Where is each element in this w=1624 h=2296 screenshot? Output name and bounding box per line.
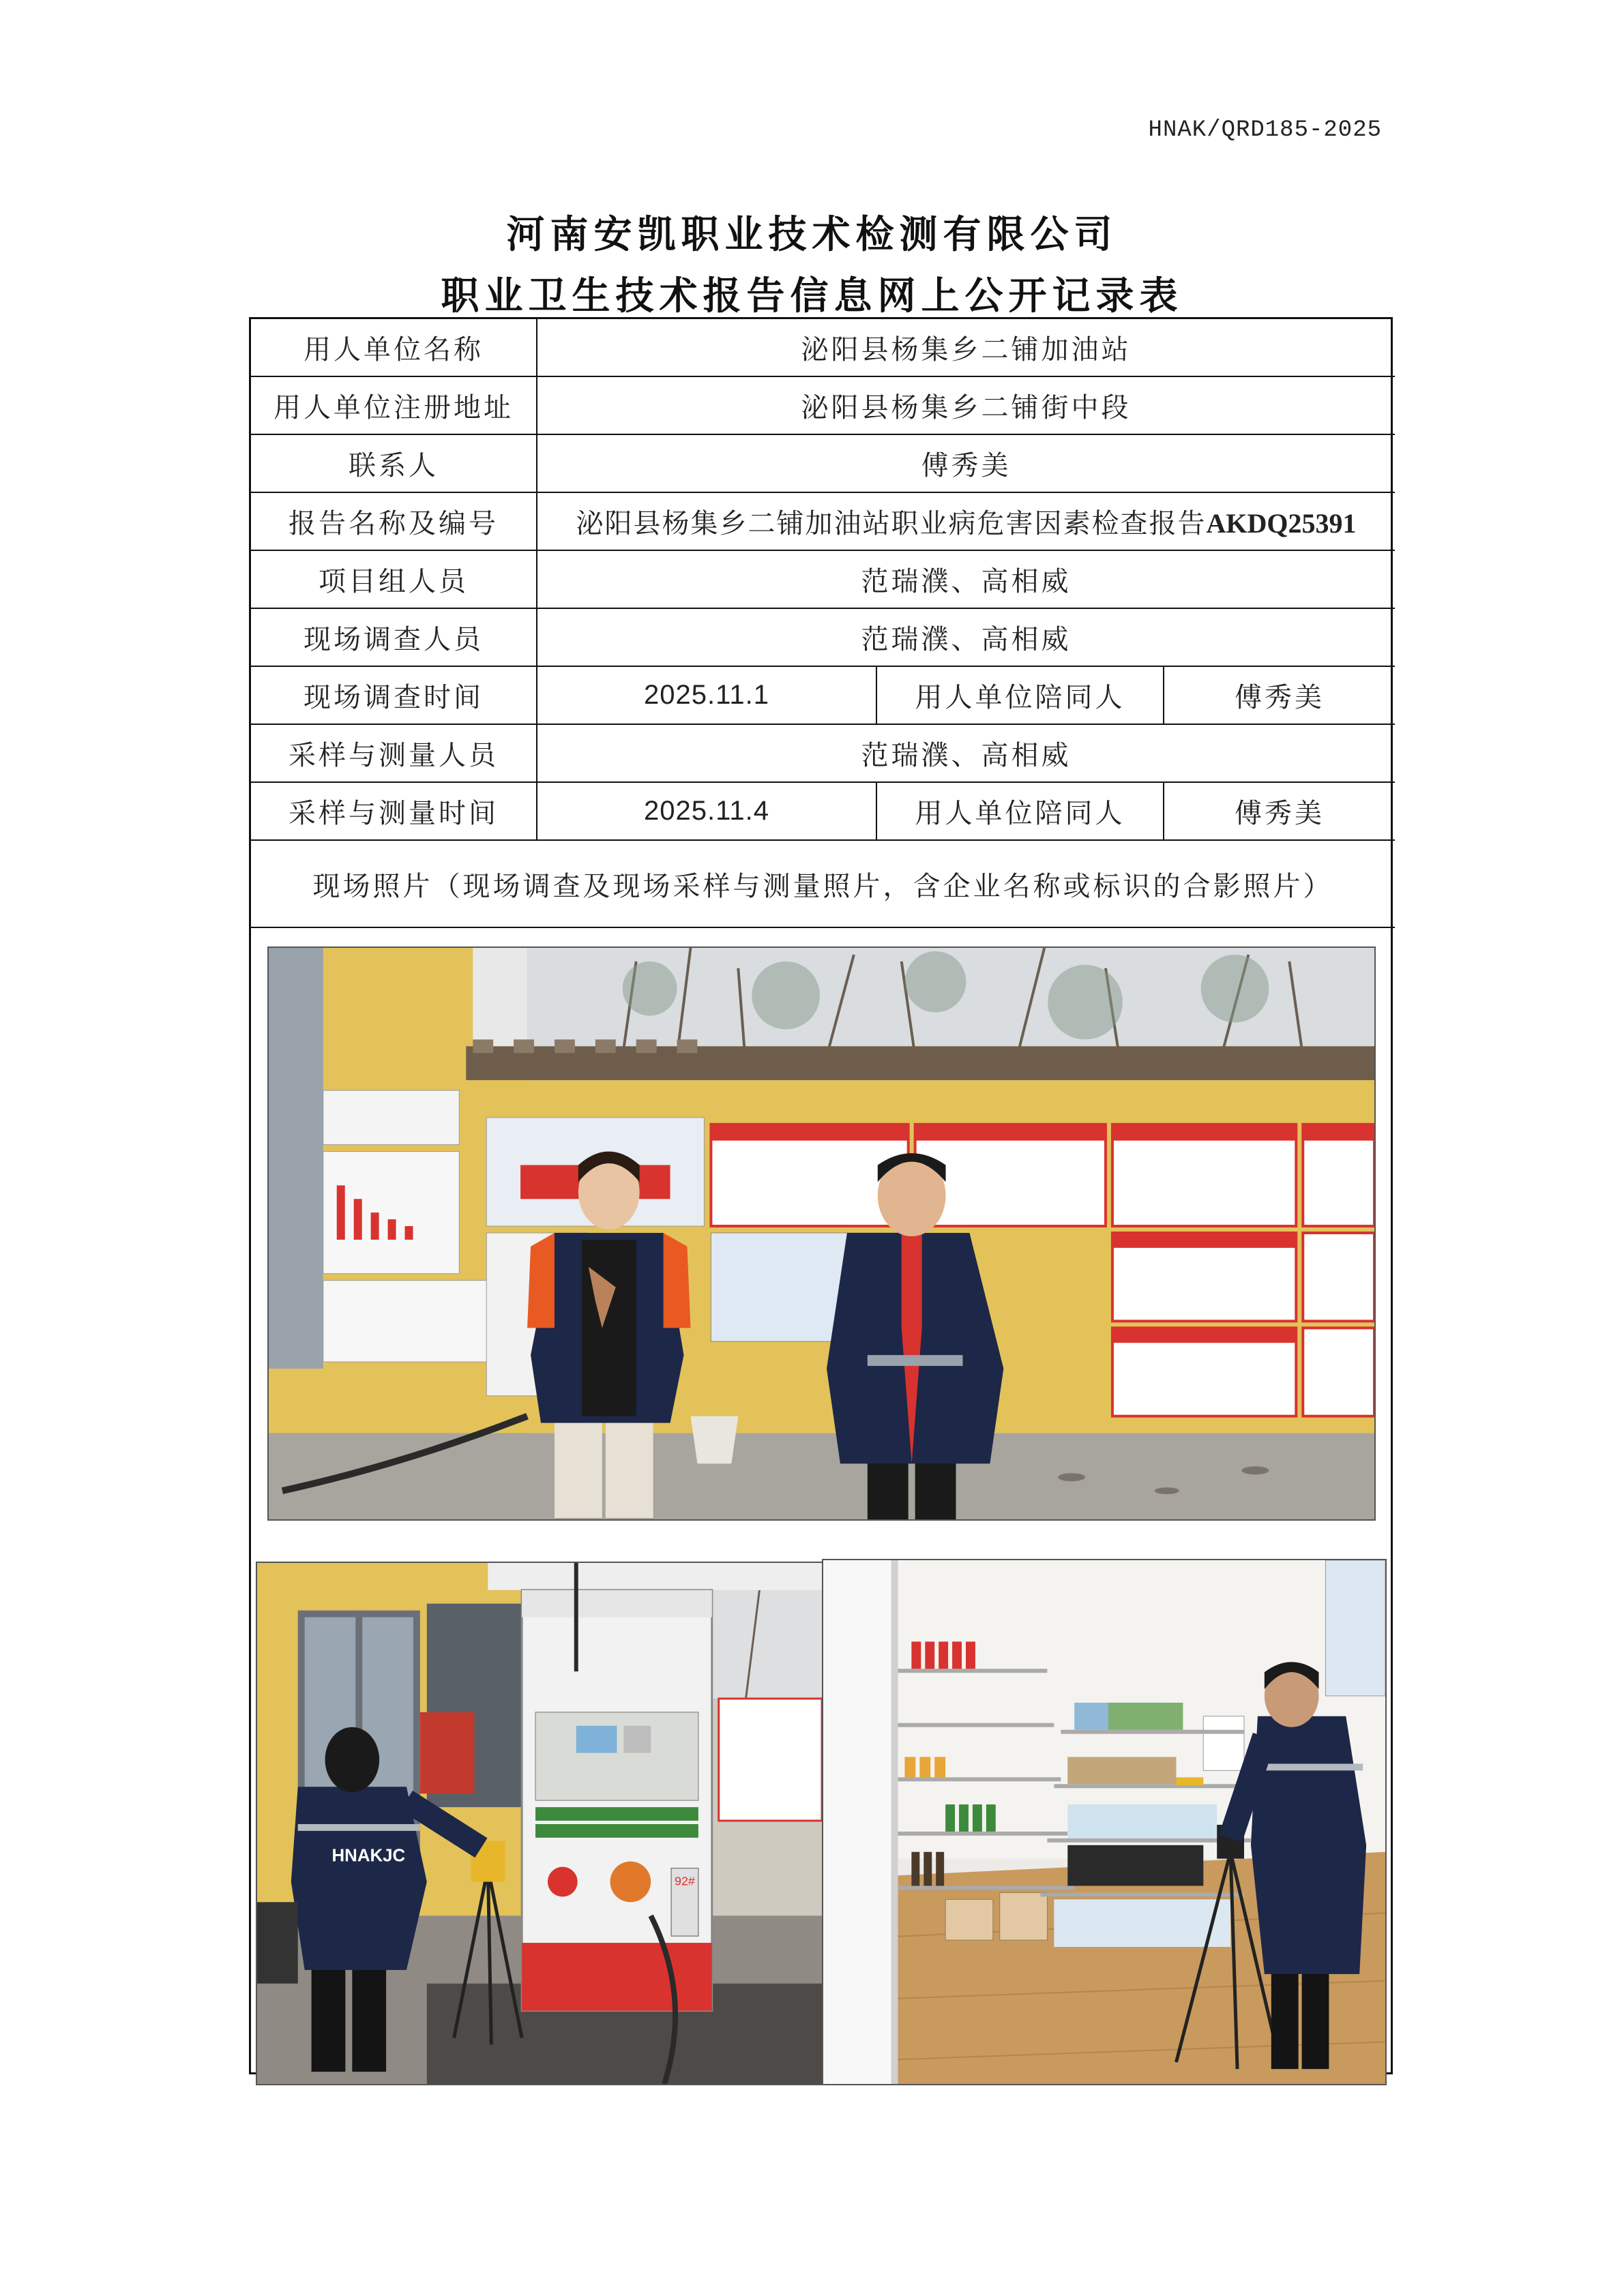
label-employer-address: 用人单位注册地址: [251, 376, 537, 434]
row-sampling-time: [251, 782, 1395, 840]
group-photo: [267, 946, 1376, 1521]
value-employer-address: 泌阳县杨集乡二铺街中段: [537, 376, 1395, 434]
row-photos-heading: [251, 840, 1395, 927]
value-survey-staff: 范瑞濮、高相威: [537, 608, 1395, 666]
company-title: 河南安凯职业技术检测有限公司: [506, 212, 1118, 257]
row-survey-time: [251, 666, 1395, 724]
pump-measurement-image: [257, 1563, 822, 2084]
value-sampling-staff: 范瑞濮、高相威: [537, 724, 1395, 782]
shop-measurement-photo: [822, 1559, 1387, 2085]
value-project-team: 范瑞濮、高相威: [537, 550, 1395, 608]
report-number: AKDQ25391: [1206, 508, 1357, 539]
label-survey-companion: 用人单位陪同人: [876, 666, 1164, 724]
photos-heading: 现场照片（现场调查及现场采样与测量照片，含企业名称或标识的合影照片）: [251, 840, 1395, 927]
label-survey-time: 现场调查时间: [251, 666, 537, 724]
pump-grade-label: 92#: [675, 1874, 695, 1888]
row-survey-staff: [251, 608, 1395, 666]
row-employer-address: [251, 376, 1395, 434]
value-survey-time: 2025.11.1: [537, 666, 876, 724]
label-sampling-companion: 用人单位陪同人: [876, 782, 1164, 840]
info-table: [251, 319, 1395, 928]
value-sampling-time: 2025.11.4: [537, 782, 876, 840]
value-survey-companion: 傅秀美: [1164, 666, 1395, 724]
label-sampling-staff: 采样与测量人员: [251, 724, 537, 782]
value-sampling-companion: 傅秀美: [1164, 782, 1395, 840]
row-sampling-staff: [251, 724, 1395, 782]
label-report: 报告名称及编号: [251, 492, 537, 550]
document-code: HNAK/QRD185-2025: [1148, 117, 1382, 143]
shop-measurement-image: [823, 1560, 1385, 2084]
jacket-logo-text: HNAKJC: [331, 1846, 406, 1866]
value-report: [537, 492, 1395, 550]
report-name: 泌阳县杨集乡二铺加油站职业病危害因素检查报告: [576, 508, 1207, 539]
label-contact: 联系人: [251, 434, 537, 492]
row-report: [251, 492, 1395, 550]
label-survey-staff: 现场调查人员: [251, 608, 537, 666]
label-sampling-time: 采样与测量时间: [251, 782, 537, 840]
group-photo-image: [269, 948, 1374, 1519]
form-title: 职业卫生技术报告信息网上公开记录表: [441, 273, 1183, 318]
record-form: [249, 317, 1393, 2074]
value-contact: 傅秀美: [537, 434, 1395, 492]
label-project-team: 项目组人员: [251, 550, 537, 608]
row-employer-name: [251, 319, 1395, 376]
row-project-team: [251, 550, 1395, 608]
row-contact: [251, 434, 1395, 492]
pump-measurement-photo: [256, 1562, 823, 2085]
value-employer-name: 泌阳县杨集乡二铺加油站: [537, 319, 1395, 376]
label-employer-name: 用人单位名称: [251, 319, 537, 376]
